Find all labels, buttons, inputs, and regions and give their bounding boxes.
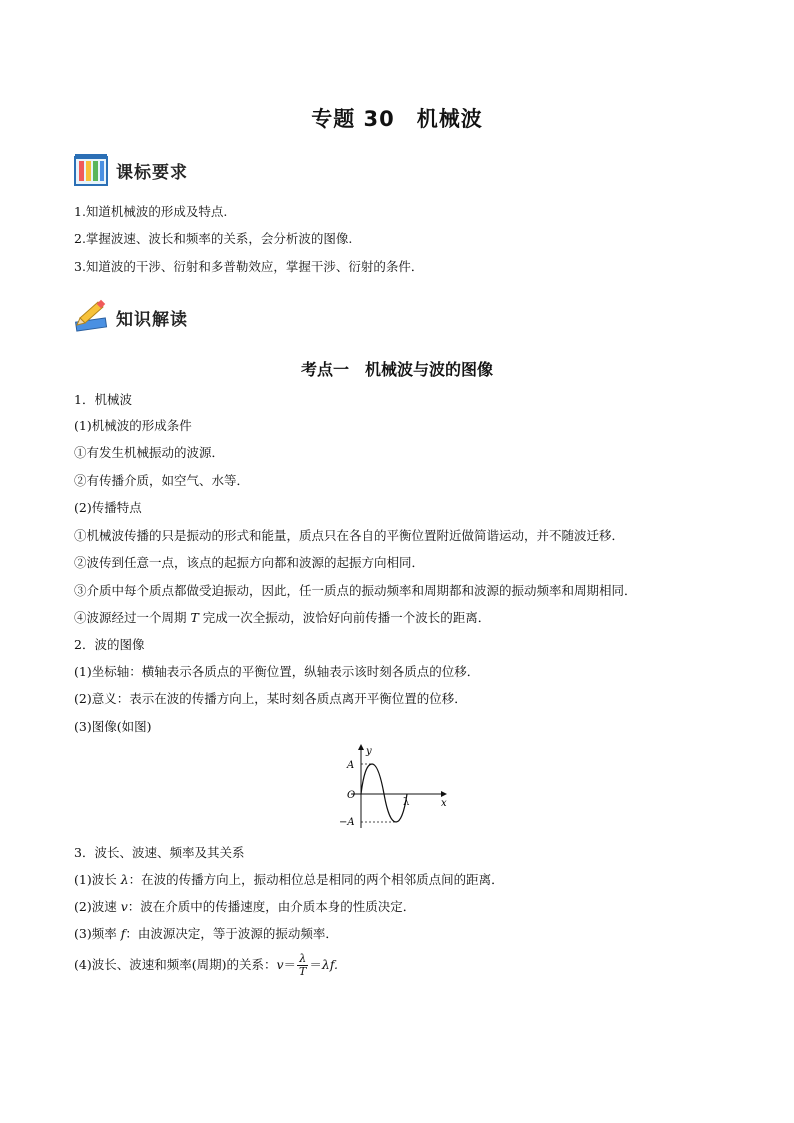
line-feature-3: ③介质中每个质点都做受迫振动，因此，任一质点的振动频率和周期都和波源的振动频率和周期相同． [74, 583, 637, 598]
heading-wave-graph: 2．波的图像 [74, 637, 145, 652]
formula-tail: λf. [321, 957, 338, 972]
line-wavelength [74, 872, 504, 888]
line-frequency-post: ：由波源决定，等于波源的振动频率． [125, 926, 338, 941]
document-title: 专题 30 机械波 [311, 107, 483, 131]
line-wavelength-post: ：在波的传播方向上，振动相位总是相同的两个相邻质点间的距离． [128, 872, 504, 887]
formula-denominator: T [299, 965, 307, 978]
line-condition-1: ①有发生机械振动的波源． [74, 445, 225, 460]
x-axis-arrow [441, 791, 447, 797]
sine-curve [361, 764, 407, 822]
origin-label: O [347, 790, 356, 801]
y-label: y [366, 746, 372, 757]
period-symbol: T [190, 610, 199, 625]
badge-curriculum-label: 课标要求 [116, 162, 188, 183]
section-title: 考点一 机械波与波的图像 [300, 360, 493, 379]
requirement-1: 1.知道机械波的形成及特点. [74, 204, 228, 219]
neg-amplitude-label: −A [339, 817, 355, 828]
x-label: x [441, 798, 447, 809]
y-axis-arrow [358, 744, 364, 750]
requirement-2: 2.掌握波速、波长和频率的关系，会分析波的图像. [74, 231, 353, 246]
formula-numerator: λ [297, 953, 308, 966]
line-axes: (1)坐标轴：横轴表示各质点的平衡位置，纵轴表示该时刻各质点的位移． [74, 664, 480, 679]
badge-knowledge-label: 知识解读 [116, 309, 188, 330]
line-graph-caption: (3)图像(如图) [74, 719, 152, 734]
line-wave-speed-post: ：波在介质中的传播速度，由介质本身的性质决定． [127, 899, 416, 914]
line-frequency-pre: (3)频率 [74, 926, 121, 941]
wavelength-label: λ [403, 797, 410, 808]
line-feature-4 [74, 610, 490, 626]
heading-mechanical-wave: 1．机械波 [74, 392, 132, 407]
line-meaning: (2)意义：表示在波的传播方向上，某时刻各质点离开平衡位置的位移． [74, 691, 467, 706]
test-tubes-icon [72, 151, 110, 189]
wavelength-symbol: λ [120, 872, 129, 887]
formula-equals-1: ＝ [283, 957, 297, 972]
formula-v: v [276, 957, 284, 972]
formula-intro: (4)波长、波速和频率(周期)的关系： [74, 957, 277, 972]
pencil-ruler-icon [72, 298, 110, 336]
line-propagation-features: (2)传播特点 [74, 500, 142, 515]
line-condition-2: ②有传播介质，如空气、水等． [74, 473, 250, 488]
line-frequency [74, 926, 338, 942]
badge-curriculum [72, 150, 188, 190]
line-wave-speed [74, 899, 415, 915]
line-feature-2: ②波传到任意一点，该点的起振方向都和波源的起振方向相同． [74, 555, 425, 570]
line-feature-4-post: 完成一次全振动，波恰好向前传播一个波长的距离． [198, 610, 491, 625]
line-relation-formula [74, 952, 338, 978]
requirement-3: 3.知道波的干涉、衍射和多普勒效应，掌握干涉、衍射的条件． [74, 259, 424, 274]
frequency-symbol: f [120, 926, 126, 941]
speed-symbol: v [120, 899, 128, 914]
line-formation-conditions: (1)机械波的形成条件 [74, 418, 192, 433]
line-feature-4-pre: ④波源经过一个周期 [74, 610, 191, 625]
heading-relations: 3．波长、波速、频率及其关系 [74, 845, 245, 860]
line-feature-1: ①机械波传播的只是振动的形式和能量，质点只在各自的平衡位置附近做简谐运动，并不随波迁移． [74, 528, 625, 543]
formula-fraction [297, 953, 308, 978]
formula-equals-2: ＝ [309, 957, 322, 972]
line-wavelength-pre: (1)波长 [74, 872, 121, 887]
amplitude-label: A [347, 760, 355, 771]
badge-knowledge [72, 297, 188, 337]
line-wave-speed-pre: (2)波速 [74, 899, 121, 914]
wave-graph-figure [335, 742, 455, 832]
